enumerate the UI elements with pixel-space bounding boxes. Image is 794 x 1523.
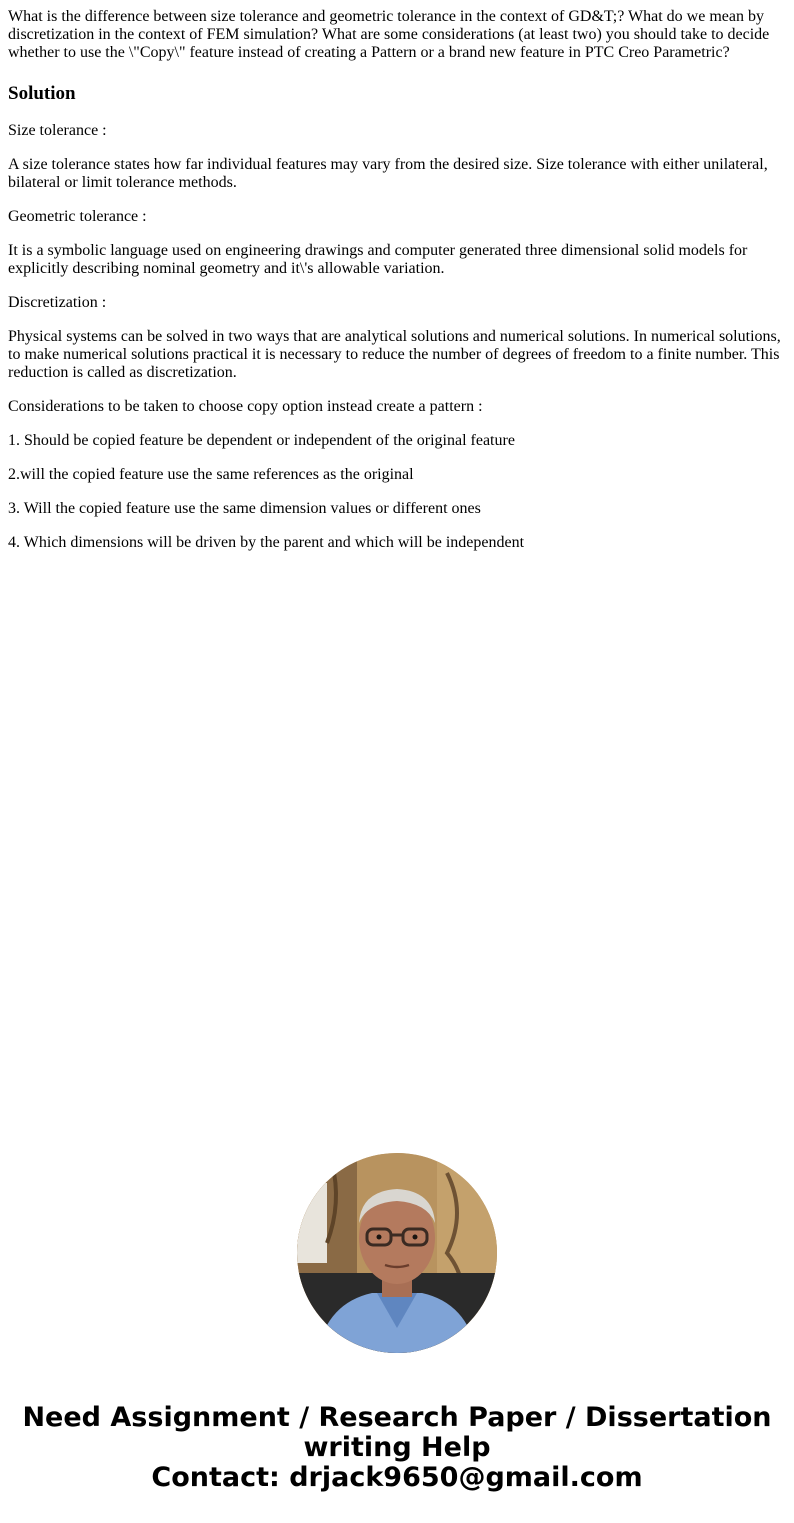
footer-line-2: writing Help: [303, 1432, 491, 1463]
list-item: 3. Will the copied feature use the same dimension values or different ones: [8, 500, 481, 517]
list-item: 1. Should be copied feature be dependent or independent of the original feature: [8, 432, 515, 449]
solution-heading: Solution: [8, 83, 76, 104]
list-item: 4. Which dimensions will be driven by the parent and which will be independent: [8, 534, 525, 551]
paragraph-geometric-tolerance-text: It is a symbolic language used on engineering drawings and computer generated three dimensional solid models for explicitly describing nominal geometry and it\'s allowable variation.: [8, 242, 748, 277]
paragraph-discretization-label: Discretization :: [8, 294, 107, 311]
paragraph-size-tolerance-text: A size tolerance states how far individual features may vary from the desired size. Size tolerance with either unilateral, bilateral or limit tolerance methods.: [8, 156, 768, 191]
document-body: [8, 8, 786, 552]
question-text: What is the difference between size tolerance and geometric tolerance in the context of GD&T;? What do we mean by discretization in the context of FEM simulation? What are some considerations (at least two) you should take to decide whether to use the \"Copy\" feature instead of creating a Pattern or a brand new feature in PTC Creo Parametric?: [8, 8, 770, 61]
footer-line-1: Need Assignment / Research Paper / Dissertation: [22, 1402, 772, 1433]
list-item: 2.will the copied feature use the same references as the original: [8, 466, 414, 483]
paragraph-considerations-intro: Considerations to be taken to choose copy option instead create a pattern :: [8, 398, 483, 415]
portrait-photo: [297, 1153, 497, 1353]
paragraph-discretization-text: Physical systems can be solved in two ways that are analytical solutions and numerical solutions. In numerical solutions, to make numerical solutions practical it is necessary to reduce the number of degrees of freedom to a finite number. This reduction is called as discretization.: [8, 328, 781, 381]
footer-contact-email: Contact: drjack9650@gmail.com: [151, 1462, 643, 1493]
avatar: [297, 1153, 497, 1353]
paragraph-geometric-tolerance-label: Geometric tolerance :: [8, 208, 147, 225]
paragraph-size-tolerance-label: Size tolerance :: [8, 122, 107, 139]
contact-footer: [0, 1403, 794, 1493]
